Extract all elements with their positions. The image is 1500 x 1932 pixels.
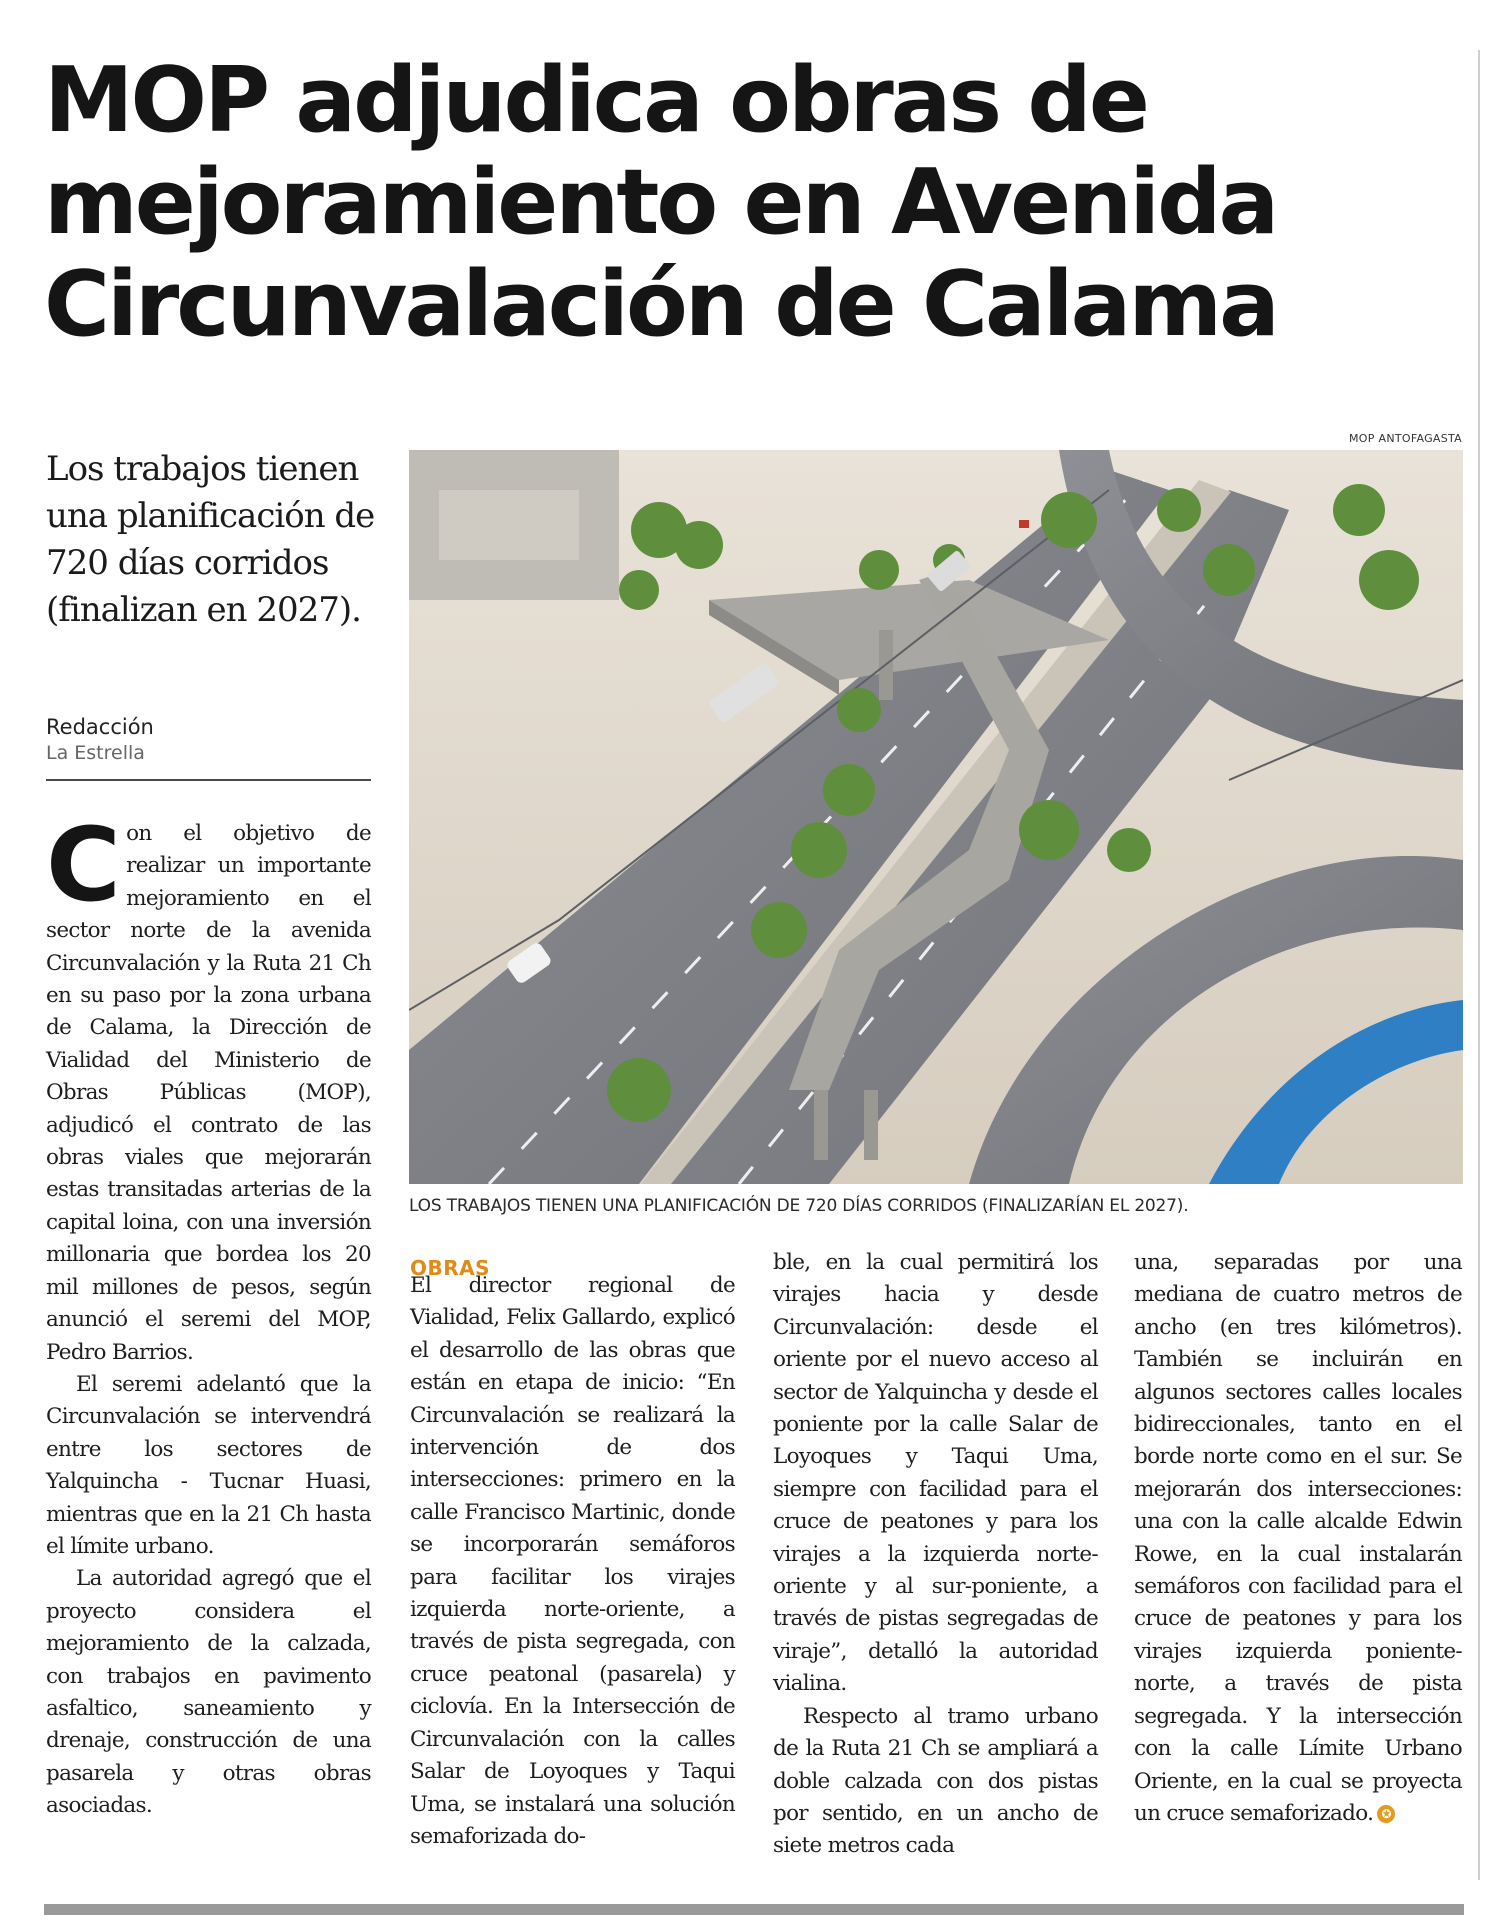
- article-column-1: [46, 806, 371, 1823]
- photo-credit: MOP ANTOFAGASTA: [1349, 432, 1462, 445]
- byline-author: Redacción: [46, 715, 154, 739]
- paragraph-2: El seremi adelantó que la Circunvalación se intervendrá entre los sectores de Yalquincha - Tucnar Huasi, mientras que en la 21 Ch hasta el límite urbano.: [46, 1371, 371, 1559]
- paragraph-5-part-2: [1134, 1247, 1462, 1830]
- article-column-4: [1134, 1247, 1462, 1830]
- article-column-2: [410, 1270, 735, 1853]
- headline: MOP adjudica obras de mejoramiento en Avenida Circunvalación de Calama: [44, 48, 1277, 357]
- section-label: OBRAS: [410, 1256, 491, 1280]
- drop-cap: C: [46, 806, 121, 925]
- byline-outlet: La Estrella: [46, 742, 145, 764]
- byline-divider: [46, 779, 371, 781]
- photo-caption: LOS TRABAJOS TIENEN UNA PLANIFICACIÓN DE 720 DÍAS CORRIDOS (FINALIZARÍAN EL 2027).: [409, 1196, 1189, 1216]
- lead-paragraph: [46, 806, 371, 1369]
- footer-bar: [44, 1904, 1464, 1915]
- paragraph-1-text: on el objetivo de realizar un importante mejoramiento en el sector norte de la avenida Circunvalación y la Ruta 21 Ch en su paso por la zona urbana de Calama, la Dirección de Vialidad del Ministerio de Obras Públicas (MOP), adjudicó el contrato de las obras viales que mejorarán estas transitadas arterias de la capital loina, con una inversión millonaria que bordea los 20 mil millones de pesos, según anunció el seremi del MOP, Pedro Barrios.: [46, 821, 371, 1365]
- subheadline: Los trabajos tienen una planificación de 720 días corridos (finalizan en 2027).: [46, 449, 375, 630]
- paragraph-5-part-1: Respecto al tramo urbano de la Ruta 21 Ch se ampliará a doble calzada con dos pistas por sentido, en un ancho de siete metros cada: [773, 1703, 1098, 1859]
- paragraph-5-text: una, separadas por una mediana de cuatro metros de ancho (en tres kilómetros). También se incluirán en algunos sectores calles locales bidireccionales, tanto en el borde norte como en el sur. Se mejorarán dos intersecciones: una con la calle alcalde Edwin Rowe, en la cual instalarán semáforos con facilidad para el cruce de peatones y para los virajes izquierda poniente-norte, a través de pista segregada. Y la intersección con la calle Límite Urbano Oriente, en la cual se proyecta un cruce semaforizado.: [1134, 1250, 1462, 1826]
- paragraph-4-part-2: ble, en la cual permitirá los virajes hacia y desde Circunvalación: desde el oriente por el nuevo acceso al sector de Yalquincha y desde el poniente por la calle Salar de Loyoques y Taqui Uma, siempre con facilidad para el cruce de peatones y para los virajes a la izquierda norte-oriente y al sur-poniente, a través de pistas segregadas de viraje”, detalló la autoridad vialina.: [773, 1250, 1098, 1697]
- paragraph-4-part-1: El director regional de Vialidad, Felix Gallardo, explicó el desarrollo de las obras que están en etapa de inicio: “En Circunvalación se realizará la intervención de dos intersecciones: primero en la calle Francisco Martinic, donde se incorporarán semáforos para facilitar los virajes izquierda norte-oriente, a través de pista segregada, con cruce peatonal (pasarela) y ciclovía. En la Intersección de Circunvalación con la calles Salar de Loyoques y Taqui Uma, se instalará una solución semaforizada do-: [410, 1273, 735, 1849]
- article-column-3: [773, 1247, 1098, 1863]
- article-photo: [409, 450, 1463, 1184]
- highway-render-illustration: [409, 450, 1463, 1184]
- paragraph-3: La autoridad agregó que el proyecto considera el mejoramiento de la calzada, con trabajos en pavimento asfaltico, saneamiento y drenaje, construcción de una pasarela y otras obras asociadas.: [46, 1566, 371, 1819]
- end-of-article-icon: ✪: [1377, 1805, 1395, 1823]
- column-divider: [1478, 50, 1480, 1880]
